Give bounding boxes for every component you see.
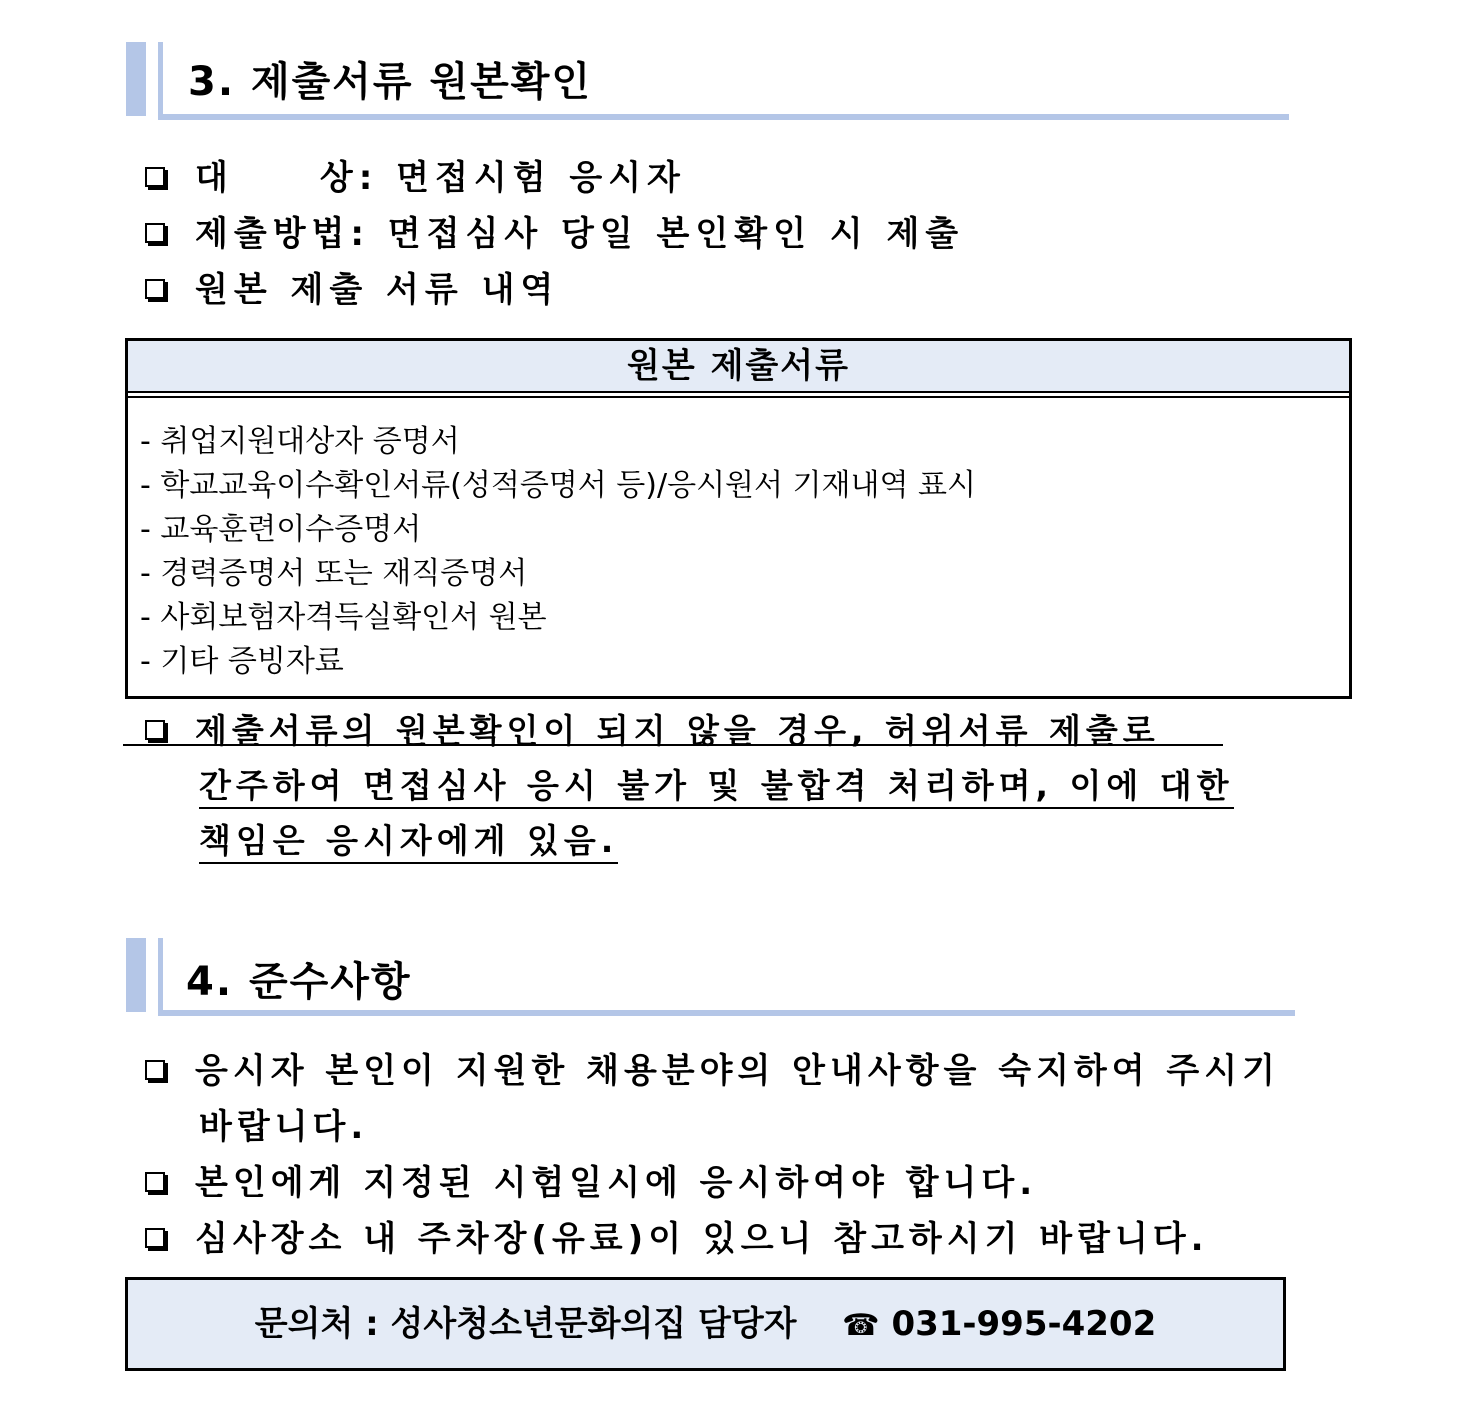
rule-item-1 xyxy=(145,1043,1280,1092)
rule-item-3 xyxy=(145,1211,1209,1260)
doc-item: - 경력증명서 또는 재직증명서 xyxy=(140,556,528,591)
section4-title: 4. 준수사항 xyxy=(186,959,412,1005)
target-label: 대 xyxy=(195,158,234,198)
rule-item-2 xyxy=(145,1155,1037,1204)
doc-item: - 기타 증빙자료 xyxy=(140,644,344,679)
section4-accent-line-vertical xyxy=(158,938,163,1016)
doc-item: - 사회보험자격득실확인서 원본 xyxy=(140,600,547,635)
phone-icon: ☎ xyxy=(842,1308,880,1343)
checkbox-icon xyxy=(145,1060,165,1080)
section4-accent-bar xyxy=(126,938,146,1012)
warning-line-2: 간주하여 면접심사 응시 불가 및 불합격 처리하며, 이에 대한 xyxy=(199,760,1234,809)
checkbox-icon xyxy=(145,1228,165,1248)
section3-accent-line-vertical xyxy=(158,42,163,120)
docs-divider xyxy=(128,396,1349,398)
method-text: 제출방법: 면접심사 당일 본인확인 시 제출 xyxy=(195,214,965,254)
section4-accent-line-horizontal xyxy=(158,1010,1295,1016)
checkbox-icon xyxy=(145,167,165,187)
section3-accent-bar xyxy=(126,42,146,116)
original-docs-box xyxy=(125,338,1352,699)
bullet-method xyxy=(145,206,964,255)
checkbox-icon xyxy=(145,720,165,740)
checkbox-icon xyxy=(145,223,165,243)
docs-divider xyxy=(128,391,1349,393)
contact-label: 문의처 : 성사청소년문화의집 담당자 xyxy=(254,1304,797,1344)
doc-item: - 취업지원대상자 증명서 xyxy=(140,424,460,459)
warning-line-1 xyxy=(145,705,1160,752)
docs-box-title: 원본 제출서류 xyxy=(128,341,1349,391)
checkbox-icon xyxy=(145,279,165,299)
warning-text-1: 제출서류의 원본확인이 되지 않을 경우, 허위서류 제출로 xyxy=(195,711,1160,750)
doc-item: - 학교교육이수확인서류(성적증명서 등)/응시원서 기재내역 표시 xyxy=(140,468,976,503)
rule-text-3: 심사장소 내 주차장(유료)이 있으니 참고하시기 바랍니다. xyxy=(195,1219,1209,1259)
list-heading-text: 원본 제출 서류 내역 xyxy=(195,270,560,310)
checkbox-icon xyxy=(145,1172,165,1192)
bullet-target xyxy=(145,150,686,199)
section3-accent-line-horizontal xyxy=(158,114,1289,120)
contact-phone: 031-995-4202 xyxy=(891,1304,1157,1344)
rule-text-2: 본인에게 지정된 시험일시에 응시하여야 합니다. xyxy=(195,1163,1038,1203)
section3-title: 3. 제출서류 원본확인 xyxy=(188,59,592,105)
contact-box xyxy=(125,1277,1286,1371)
warning-line-3: 책임은 응시자에게 있음. xyxy=(199,815,618,864)
target-label2: 상: xyxy=(319,158,379,198)
rule-item-1-cont: 바랍니다. xyxy=(199,1107,369,1147)
doc-item: - 교육훈련이수증명서 xyxy=(140,512,422,547)
target-value: 면접시험 응시자 xyxy=(396,158,686,198)
bullet-list-heading xyxy=(145,262,559,311)
rule-text-1: 응시자 본인이 지원한 채용분야의 안내사항을 숙지하여 주시기 xyxy=(195,1051,1280,1091)
